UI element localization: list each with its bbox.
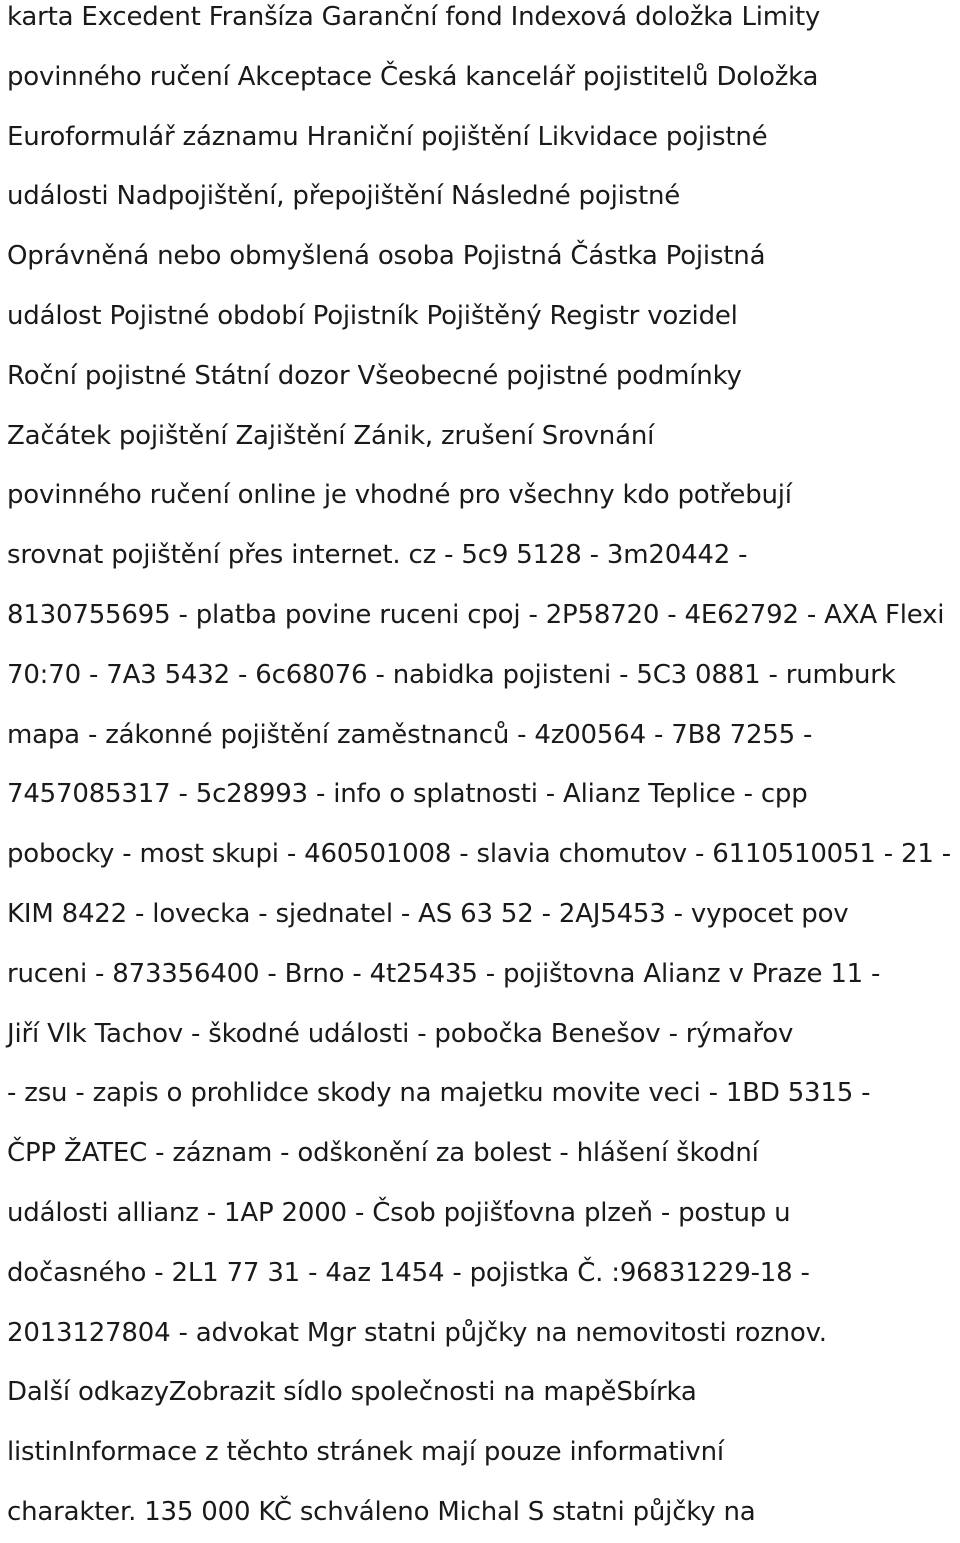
text-line: Roční pojistné Státní dozor Všeobecné pojistné podmínky	[7, 360, 742, 391]
text-line: události Nadpojištění, přepojištění Následné pojistné	[7, 181, 681, 212]
text-line: mapa - zákonné pojištění zaměstnanců - 4z00564 - 7B8 7255 -	[7, 719, 813, 750]
text-line: povinného ručení online je vhodné pro všechny kdo potřebují	[7, 480, 792, 511]
text-line: Oprávněná nebo obmyšlená osoba Pojistná Částka Pojistná	[7, 241, 766, 272]
text-line: dočasného - 2L1 77 31 - 4az 1454 - pojistka Č. :96831229-18 -	[7, 1257, 810, 1288]
text-line: ruceni - 873356400 - Brno - 4t25435 - pojištovna Alianz v Praze 11 -	[7, 958, 881, 989]
text-line: srovnat pojištění přes internet. cz - 5c9 5128 - 3m20442 -	[7, 540, 748, 571]
text-line: Začátek pojištění Zajištění Zánik, zrušení Srovnání	[7, 420, 655, 451]
text-line: události allianz - 1AP 2000 - Čsob pojišťovna plzeň - postup u	[7, 1197, 791, 1228]
text-line: 8130755695 - platba povine ruceni cpoj - 2P58720 - 4E62792 - AXA Flexi	[7, 599, 945, 630]
text-line: 2013127804 - advokat Mgr statni půjčky na nemovitosti roznov.	[7, 1317, 827, 1348]
text-line: Další odkazyZobrazit sídlo společnosti na mapěSbírka	[7, 1377, 697, 1408]
text-line: - zsu - zapis o prohlidce skody na majetku movite veci - 1BD 5315 -	[7, 1078, 871, 1109]
document-body	[7, 0, 957, 1543]
text-line: KIM 8422 - lovecka - sjednatel - AS 63 52 - 2AJ5453 - vypocet pov	[7, 898, 849, 929]
text-line: Jiří Vlk Tachov - škodné události - pobočka Benešov - rýmařov	[7, 1018, 794, 1049]
text-line: 7457085317 - 5c28993 - info o splatnosti - Alianz Teplice - cpp	[7, 779, 808, 810]
text-line: Euroformulář záznamu Hraniční pojištění Likvidace pojistné	[7, 121, 768, 152]
text-line: listinInformace z těchto stránek mají pouze informativní	[7, 1437, 724, 1468]
text-line: událost Pojistné období Pojistník Pojištěný Registr vozidel	[7, 300, 738, 331]
text-line: pobocky - most skupi - 460501008 - slavia chomutov - 6110510051 - 21 -	[7, 839, 951, 870]
text-line: karta Excedent Franšíza Garanční fond Indexová doložka Limity	[7, 2, 821, 32]
text-line: povinného ručení Akceptace Česká kancelář pojistitelů Doložka	[7, 61, 819, 92]
text-line: 70:70 - 7A3 5432 - 6c68076 - nabidka pojisteni - 5C3 0881 - rumburk	[7, 659, 896, 690]
text-line: ČPP ŽATEC - záznam - odškonění za bolest - hlášení škodní	[7, 1138, 759, 1169]
text-line: charakter. 135 000 KČ schváleno Michal S statni půjčky na	[7, 1496, 756, 1527]
